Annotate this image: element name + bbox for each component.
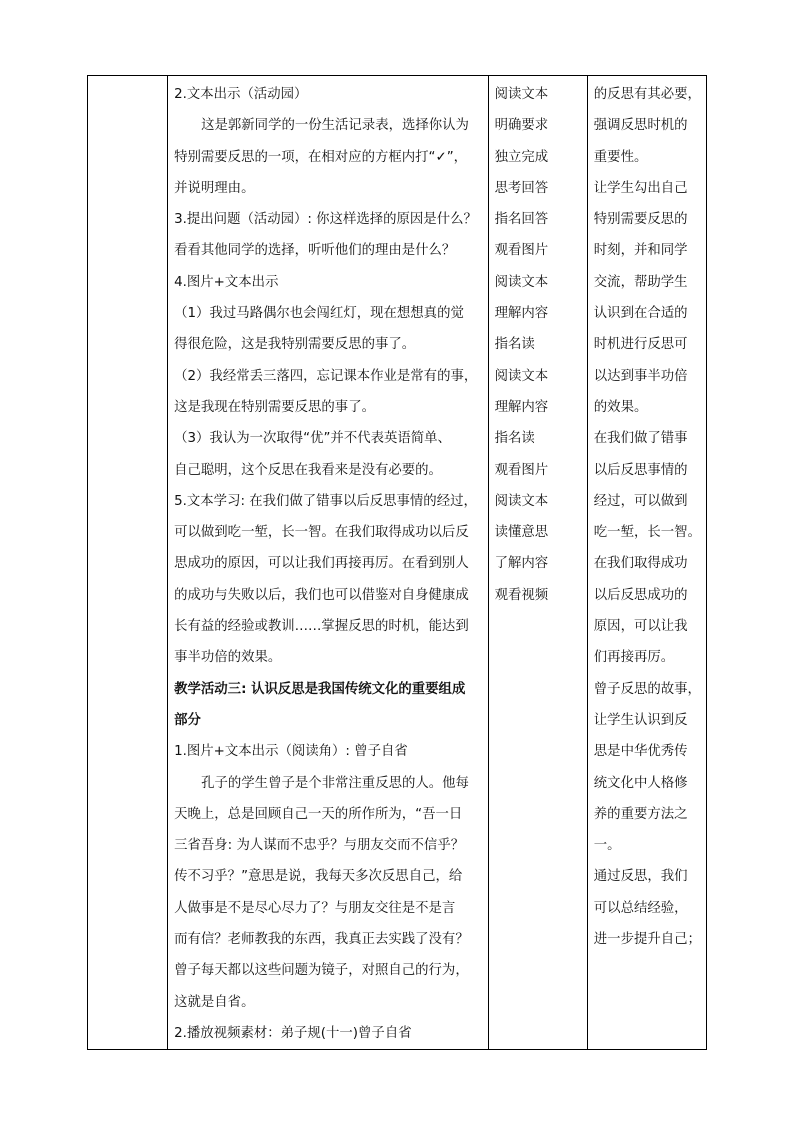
text-line: 进一步提升自己；: [593, 932, 701, 948]
text-line: 思考回答: [494, 180, 549, 196]
text-line: 在我们取得成功: [593, 556, 688, 572]
text-line: 了解内容: [494, 556, 549, 572]
design-intent-text: [588, 76, 706, 955]
lesson-plan-table: [87, 75, 707, 1050]
text-line: 通过反思，我们: [593, 869, 688, 885]
text-line: 在我们做了错事: [593, 431, 688, 447]
text-line: 教学活动三: 认识反思是我国传统文化的重要组成: [174, 681, 466, 697]
text-line: 思成功的原因，可以让我们再接再厉。在看到别人: [174, 556, 469, 572]
text-line: 这是我现在特别需要反思的事了。: [174, 399, 375, 415]
text-line: 的反思有其必要，: [593, 87, 701, 102]
text-line: 4.图片+文本出示: [174, 274, 279, 290]
text-line: 2.播放视频素材：弟子规(十一)曾子自省: [174, 1025, 412, 1041]
section-label-cell: [88, 76, 168, 1050]
text-line: 长有益的经验或教训……掌握反思的时机，能达到: [174, 619, 469, 635]
text-line: 指名读: [494, 337, 535, 353]
text-line: 以后反思事情的: [593, 462, 688, 478]
text-line: 得很危险，这是我特别需要反思的事了。: [174, 337, 416, 353]
text-line: 3.提出问题（活动园）: 你这样选择的原因是什么？: [174, 212, 477, 228]
text-line: 重要性。: [593, 149, 648, 165]
text-line: 看看其他同学的选择，听听他们的理由是什么？: [174, 243, 456, 259]
text-line: 传不习乎？”意思是说，我每天多次反思自己，给: [174, 869, 463, 885]
text-line: 的效果。: [593, 399, 648, 415]
text-line: 时刻，并和同学: [593, 243, 688, 259]
text-line: 指名读: [494, 431, 535, 447]
text-line: 2.文本出示（活动园）: [174, 87, 308, 102]
text-line: 孔子的学生曾子是个非常注重反思的人。他每: [201, 775, 469, 791]
text-line: 独立完成: [494, 149, 549, 165]
text-line: 交流，帮助学生: [593, 274, 688, 290]
text-line: 以达到事半功倍: [593, 368, 688, 384]
teaching-process-cell: [168, 76, 489, 1050]
text-line: 曾子反思的故事，: [593, 681, 701, 697]
text-line: 观看图片: [494, 462, 549, 478]
text-line: 这就是自省。: [174, 994, 255, 1010]
text-line: 思是中华优秀传: [593, 744, 688, 760]
student-activity-cell: [488, 76, 587, 1050]
text-line: 经过，可以做到: [593, 493, 688, 509]
text-line: （2）我经常丢三落四，忘记课本作业是常有的事，: [174, 368, 478, 384]
text-line: 观看视频: [494, 587, 549, 603]
text-line: 读懂意思: [494, 525, 549, 541]
text-line: 们再接再厉。: [593, 650, 675, 666]
text-line: 养的重要方法之: [593, 806, 688, 822]
text-line: 阅读文本: [494, 493, 549, 509]
student-activity-text: [489, 76, 587, 611]
text-line: 1.图片+文本出示（阅读角）: 曾子自省: [174, 744, 408, 760]
text-line: 自己聪明，这个反思在我看来是没有必要的。: [174, 462, 442, 478]
text-line: 统文化中人格修: [593, 775, 688, 791]
text-line: 并说明理由。: [174, 180, 255, 196]
text-line: 这是郭新同学的一份生活记录表，选择你认为: [201, 118, 469, 134]
text-line: 5.文本学习: 在我们做了错事以后反思事情的经过，: [174, 493, 477, 509]
text-line: 阅读文本: [494, 87, 549, 102]
text-line: 人做事是不是尽心尽力了？与朋友交往是不是言: [174, 900, 456, 916]
text-line: 吃一堑，长一智。: [593, 525, 701, 541]
text-line: 曾子每天都以这些问题为镜子，对照自己的行为，: [174, 963, 469, 979]
text-line: 阅读文本: [494, 274, 549, 290]
text-line: 三省吾身: 为人谋而不忠乎？与朋友交而不信乎？: [174, 838, 465, 854]
text-line: 让学生勾出自己: [593, 180, 688, 196]
text-line: 理解内容: [494, 399, 549, 415]
text-line: 阅读文本: [494, 368, 549, 384]
text-line: 部分: [174, 712, 201, 728]
text-line: 而有信？老师教我的东西，我真正去实践了没有？: [174, 932, 469, 948]
text-line: 明确要求: [494, 118, 549, 134]
text-line: （1）我过马路偶尔也会闯红灯，现在想想真的觉: [174, 306, 464, 322]
text-line: 理解内容: [494, 306, 549, 322]
text-line: 指名回答: [494, 212, 549, 228]
text-line: 强调反思时机的: [593, 118, 688, 134]
text-line: 一。: [593, 838, 621, 854]
table-row: [88, 76, 707, 1050]
text-line: 特别需要反思的一项，在相对应的方框内打“✓”，: [174, 149, 468, 165]
text-line: 以后反思成功的: [593, 587, 688, 603]
text-line: 特别需要反思的: [593, 212, 688, 228]
text-line: 原因，可以让我: [593, 619, 688, 635]
text-line: 可以总结经验，: [593, 900, 688, 916]
text-line: 事半功倍的效果。: [174, 650, 282, 666]
text-line: （3）我认为一次取得“优”并不代表英语简单、: [174, 431, 451, 447]
text-line: 的成功与失败以后，我们也可以借鉴对自身健康成: [174, 587, 469, 603]
design-intent-cell: [587, 76, 706, 1050]
text-line: 让学生认识到反: [593, 712, 688, 728]
text-line: 认识到在合适的: [593, 306, 688, 322]
text-line: 天晚上，总是回顾自己一天的所作所为，“吾一日: [174, 806, 463, 822]
text-line: 观看图片: [494, 243, 549, 259]
teaching-process-text: [168, 76, 488, 1049]
text-line: 时机进行反思可: [593, 337, 688, 353]
text-line: 可以做到吃一堑，长一智。在我们取得成功以后反: [174, 525, 469, 541]
